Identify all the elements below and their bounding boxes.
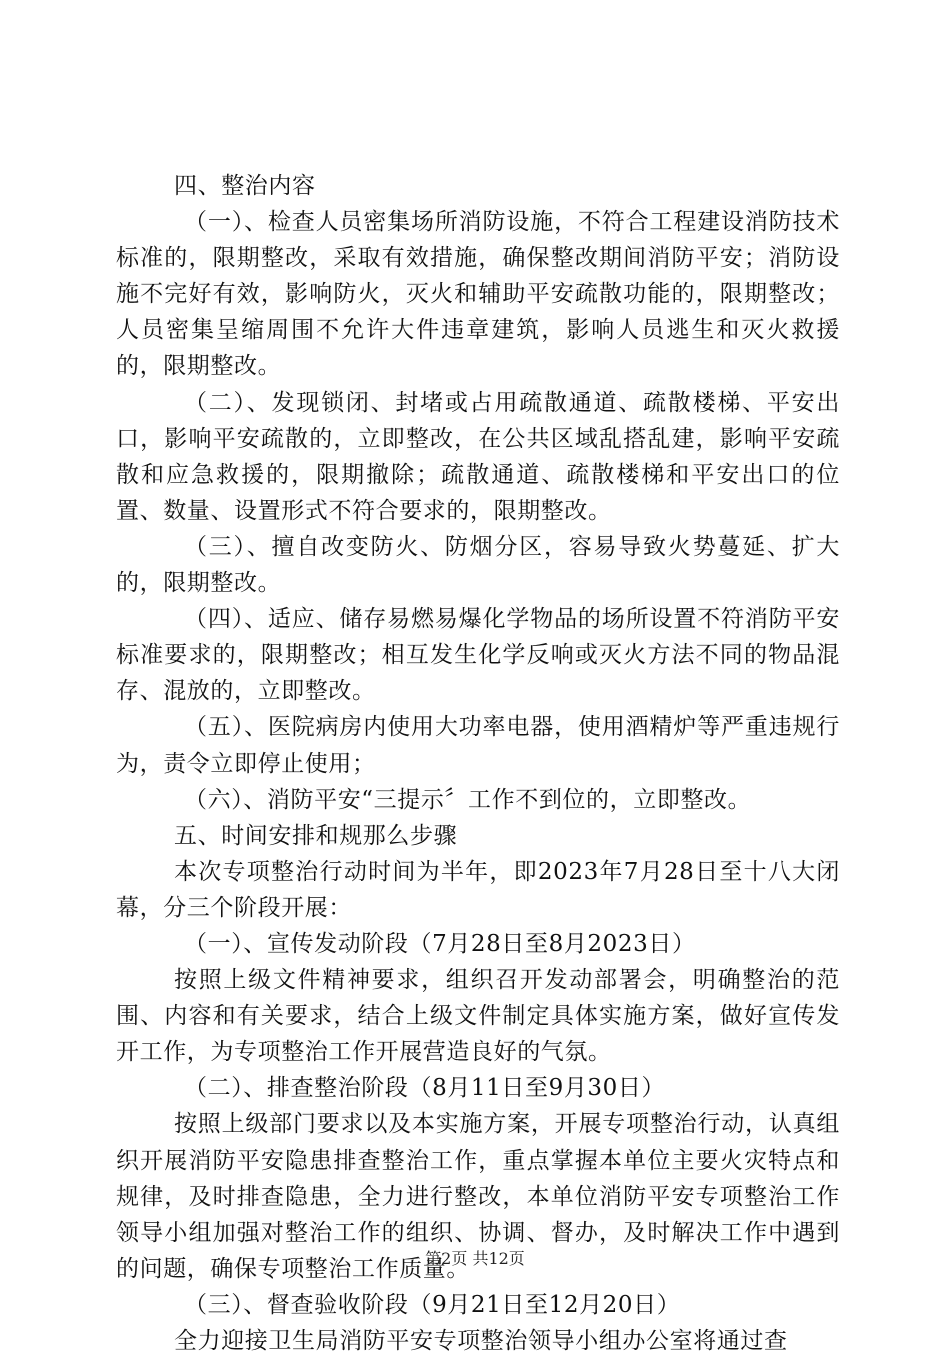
paragraph: 五、时间安排和规那么步骤 — [174, 822, 458, 849]
paragraph: （三）、督查验收阶段（9月21日至12月20日） — [184, 1291, 681, 1318]
paragraph: 全力迎接卫生局消防平安专项整治领导小组办公室将通过查 — [174, 1328, 788, 1354]
paragraph: （四）、适应、储存易燃易爆化学物品的场所设置不符消防平安标准要求的，限期整改；相互发生化学反响或灭火方法不同的物品混存、混放的，立即整改。 — [116, 606, 840, 705]
document-body — [116, 168, 840, 1359]
paragraph: 四、整治内容 — [174, 173, 316, 199]
paragraph: （五）、医院病房内使用大功率电器，使用酒精炉等严重违规行为，责令立即停止使用； — [116, 714, 840, 777]
paragraph: （三）、擅自改变防火、防烟分区，容易导致火势蔓延、扩大的，限期整改。 — [116, 533, 840, 597]
paragraph: 本次专项整治行动时间为半年，即2023年7月28日至十八大闭幕，分三个阶段开展： — [116, 858, 840, 921]
paragraph: （一）、检查人员密集场所消防设施，不符合工程建设消防技术标准的，限期整改，采取有效措施，确保整改期间消防平安；消防设施不完好有效，影响防火，灭火和辅助平安疏散功能的，限期整改；人员密集呈缩周围不允许大件违章建筑，影响人员逃生和灭火救援的，限期整改。 — [116, 209, 840, 380]
paragraph: （二）、发现锁闭、封堵或占用疏散通道、疏散楼梯、平安出口，影响平安疏散的，立即整改，在公共区域乱搭乱建，影响平安疏散和应急救援的，限期撤除；疏散通道、疏散楼梯和平安出口的位置、数量、设置形式不符合要求的，限期整改。 — [116, 389, 840, 524]
paragraph: （六）、消防平安“三提示〞工作不到位的，立即整改。 — [184, 786, 752, 813]
paragraph: 按照上级文件精神要求，组织召开发动部署会，明确整治的范围、内容和有关要求，结合上级文件制定具体实施方案，做好宣传发开工作，为专项整治工作开展营造良好的气氛。 — [116, 967, 840, 1066]
page-footer: 第2页 共12页 — [425, 1249, 525, 1268]
paragraph: 按照上级部门要求以及本实施方案，开展专项整治行动，认真组织开展消防平安隐患排查整治工作，重点掌握本单位主要火灾特点和规律，及时排查隐患，全力进行整改，本单位消防平安专项整治工作领导小组加强对整治工作的组织、协调、督办，及时解决工作中遇到的问题，确保专项整治工作质量。 — [116, 1111, 840, 1282]
paragraph: （二）、排查整治阶段（8月11日至9月30日） — [184, 1075, 666, 1102]
paragraph: （一）、宣传发动阶段（7月28日至8月2023日） — [184, 930, 696, 957]
